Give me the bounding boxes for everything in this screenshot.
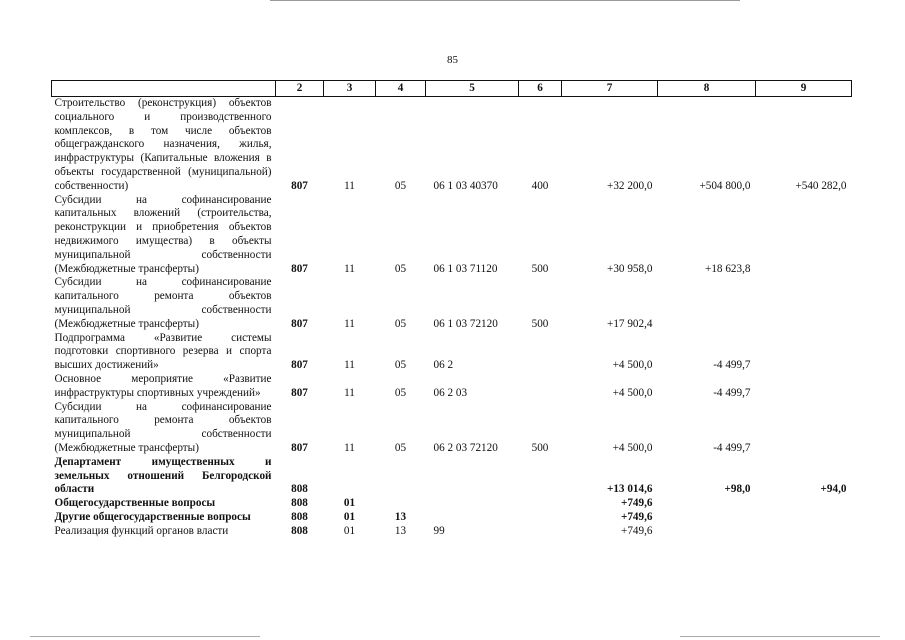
- row-expense-type-cell: [519, 332, 562, 373]
- row-expense-type-cell: [519, 456, 562, 497]
- row-section-cell: 11: [344, 359, 355, 372]
- scan-edge-bottom-right: [680, 636, 880, 637]
- row-section-cell: [324, 456, 376, 497]
- row-amount-3-cell: [756, 332, 852, 373]
- row-section-cell: 01: [343, 510, 356, 523]
- row-section-cell: 01: [343, 524, 356, 537]
- table-body: [52, 97, 852, 539]
- row-target-article-cell: 06 2 03: [433, 386, 468, 399]
- row-admin-code-cell: 808: [291, 510, 308, 523]
- row-name-cell: Общегосударственные вопросы: [54, 497, 216, 510]
- row-amount-3-cell: [756, 373, 852, 401]
- row-section-cell: 01: [343, 497, 356, 510]
- table-row: [52, 276, 852, 331]
- row-expense-type-cell: [519, 373, 562, 401]
- row-section-cell: 11: [344, 262, 355, 275]
- row-amount-2-cell: +98,0: [724, 483, 751, 496]
- row-amount-1-cell: +32 200,0: [607, 179, 653, 192]
- table-row: [52, 456, 852, 497]
- row-subsection-cell: 05: [394, 441, 407, 454]
- row-target-article-cell: 06 1 03 40370: [433, 179, 498, 192]
- header-cell-8: 8: [658, 81, 756, 97]
- row-target-article-cell: 06 2: [433, 359, 454, 372]
- scan-edge-top: [270, 0, 740, 1]
- row-expense-type-cell: [519, 497, 562, 511]
- row-amount-1-cell: +4 500,0: [612, 359, 653, 372]
- table-row: [52, 332, 852, 373]
- row-name-cell: Департамент имущественных и земельных отношений Белгородской области: [54, 455, 272, 496]
- row-amount-2-cell: -4 499,7: [713, 359, 751, 372]
- row-subsection-cell: [376, 497, 426, 511]
- header-cell-7: 7: [562, 81, 658, 97]
- row-name-cell: Строительство (реконструкция) объектов социального и производственного комплексов, в том числе объектов общегражданского назначения, жилья, инфраструктуры (Капитальные вложения в объекты государственной (муниципальной) собственности): [54, 97, 272, 192]
- row-section-cell: 11: [344, 441, 355, 454]
- row-amount-1-cell: +13 014,6: [606, 483, 653, 496]
- header-cell-9: 9: [756, 81, 852, 97]
- row-amount-3-cell: +94,0: [820, 483, 847, 496]
- row-name-cell: Субсидии на софинансирование капитальных вложений (строительства, реконструкции и приобретения объектов недвижимого имущества) в объекты муниципальной собственности (Межбюджетные трансферты): [54, 193, 272, 275]
- row-target-article-cell: 06 1 03 71120: [433, 262, 498, 275]
- row-amount-1-cell: +749,6: [621, 524, 653, 537]
- row-amount-1-cell: +30 958,0: [607, 262, 653, 275]
- row-amount-3-cell: +540 282,0: [795, 179, 847, 192]
- table-row: [52, 194, 852, 277]
- row-name-cell: Другие общегосударственные вопросы: [54, 510, 251, 523]
- row-amount-2-cell: +504 800,0: [699, 179, 751, 192]
- table-row: [52, 511, 852, 525]
- row-amount-2-cell: [658, 497, 756, 511]
- table-header-row: [52, 81, 852, 97]
- row-admin-code-cell: 807: [291, 386, 308, 399]
- row-amount-2-cell: [658, 276, 756, 331]
- row-expense-type-cell: 400: [531, 179, 549, 192]
- row-target-article-cell: [426, 456, 519, 497]
- row-section-cell: 11: [344, 386, 355, 399]
- row-subsection-cell: 13: [394, 524, 407, 537]
- row-amount-2-cell: -4 499,7: [713, 441, 751, 454]
- row-amount-3-cell: [756, 194, 852, 277]
- table-row: [52, 497, 852, 511]
- row-name-cell: Реализация функций органов власти: [54, 524, 229, 537]
- row-subsection-cell: 05: [394, 317, 407, 330]
- row-target-article-cell: 99: [433, 524, 445, 537]
- row-subsection-cell: 13: [394, 510, 407, 523]
- row-subsection-cell: [376, 456, 426, 497]
- row-admin-code-cell: 808: [291, 524, 308, 537]
- row-amount-3-cell: [756, 401, 852, 456]
- row-amount-3-cell: [756, 525, 852, 539]
- row-amount-1-cell: +4 500,0: [612, 441, 653, 454]
- row-amount-3-cell: [756, 276, 852, 331]
- row-admin-code-cell: 808: [291, 497, 308, 510]
- row-amount-1-cell: +749,6: [620, 510, 653, 523]
- row-name-cell: Основное мероприятие «Развитие инфраструктуры спортивных учреждений»: [54, 372, 272, 399]
- row-subsection-cell: 05: [394, 359, 407, 372]
- table-row: [52, 373, 852, 401]
- row-amount-1-cell: +4 500,0: [612, 386, 653, 399]
- header-cell-3: 3: [324, 81, 376, 97]
- row-admin-code-cell: 807: [291, 179, 308, 192]
- table-row: [52, 401, 852, 456]
- budget-table: [51, 80, 852, 539]
- row-admin-code-cell: 807: [291, 262, 308, 275]
- row-amount-2-cell: -4 499,7: [713, 386, 751, 399]
- row-expense-type-cell: 500: [531, 262, 549, 275]
- row-amount-2-cell: +18 623,8: [705, 262, 751, 275]
- row-target-article-cell: [426, 497, 519, 511]
- row-expense-type-cell: 500: [531, 441, 549, 454]
- table-row: [52, 97, 852, 194]
- scan-edge-bottom-left: [30, 636, 260, 637]
- header-cell-6: 6: [519, 81, 562, 97]
- row-target-article-cell: 06 1 03 72120: [433, 317, 498, 330]
- row-section-cell: 11: [344, 179, 355, 192]
- row-expense-type-cell: [519, 511, 562, 525]
- header-cell-name: [52, 81, 276, 97]
- row-expense-type-cell: 500: [531, 317, 549, 330]
- row-amount-1-cell: +749,6: [620, 497, 653, 510]
- header-cell-2: 2: [276, 81, 324, 97]
- header-cell-4: 4: [376, 81, 426, 97]
- row-admin-code-cell: 807: [291, 441, 308, 454]
- row-admin-code-cell: 807: [291, 359, 308, 372]
- row-amount-2-cell: [658, 525, 756, 539]
- row-subsection-cell: 05: [394, 262, 407, 275]
- row-amount-2-cell: [658, 511, 756, 525]
- row-target-article-cell: 06 2 03 72120: [433, 441, 498, 454]
- row-subsection-cell: 05: [394, 386, 407, 399]
- row-name-cell: Субсидии на софинансирование капитального ремонта объектов муниципальной собственности (Межбюджетные трансферты): [54, 276, 272, 330]
- row-subsection-cell: 05: [394, 179, 407, 192]
- row-amount-1-cell: +17 902,4: [607, 317, 653, 330]
- row-name-cell: Подпрограмма «Развитие системы подготовки спортивного резерва и спорта высших достижений»: [54, 331, 272, 372]
- table-row: [52, 525, 852, 539]
- row-admin-code-cell: 807: [291, 317, 308, 330]
- row-amount-3-cell: [756, 497, 852, 511]
- page-number: 85: [447, 54, 458, 66]
- row-amount-3-cell: [756, 511, 852, 525]
- row-admin-code-cell: 808: [291, 483, 308, 496]
- row-section-cell: 11: [344, 317, 355, 330]
- header-cell-5: 5: [426, 81, 519, 97]
- row-expense-type-cell: [519, 525, 562, 539]
- row-name-cell: Субсидии на софинансирование капитального ремонта объектов муниципальной собственности (Межбюджетные трансферты): [54, 400, 272, 454]
- row-target-article-cell: [426, 511, 519, 525]
